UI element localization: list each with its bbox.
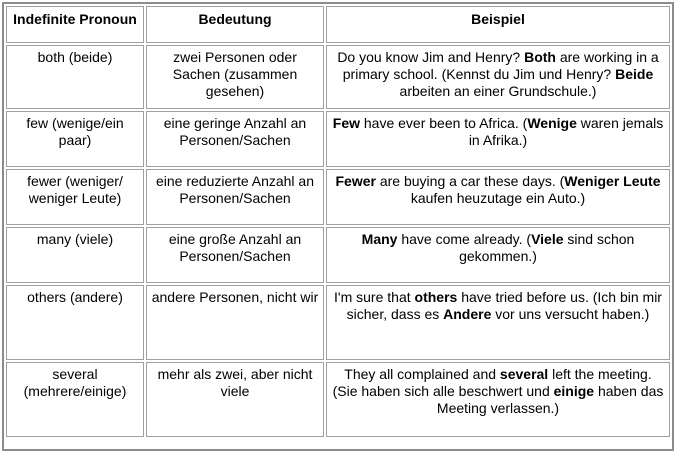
meaning-cell: eine geringe Anzahl an Personen/Sachen: [146, 111, 324, 167]
example-cell: Many have come already. (Viele sind schon gekommen.): [326, 227, 670, 283]
table-row: [6, 169, 670, 225]
table-row: [6, 285, 670, 360]
pronoun-cell: fewer (weniger/ weniger Leute): [6, 169, 144, 225]
header-meaning: Bedeutung: [146, 6, 324, 43]
meaning-cell: eine reduzierte Anzahl an Personen/Sachen: [146, 169, 324, 225]
header-example: Beispiel: [326, 6, 670, 43]
emphasized-pronoun: Viele: [531, 231, 564, 247]
example-cell: Fewer are buying a car these days. (Weniger Leute kaufen heuzutage ein Auto.): [326, 169, 670, 225]
meaning-cell: andere Personen, nicht wir: [146, 285, 324, 360]
emphasized-pronoun: Andere: [443, 306, 492, 322]
emphasized-pronoun: Many: [361, 231, 398, 247]
example-cell: Do you know Jim and Henry? Both are working in a primary school. (Kennst du Jim und Henry? Beide arbeiten an einer Grundschule.): [326, 45, 670, 109]
table-row: [6, 227, 670, 283]
table-row: [6, 362, 670, 437]
example-cell: They all complained and several left the meeting. (Sie haben sich alle beschwert und einige haben das Meeting verlassen.): [326, 362, 670, 437]
meaning-cell: eine große Anzahl an Personen/Sachen: [146, 227, 324, 283]
example-cell: Few have ever been to Africa. (Wenige waren jemals in Afrika.): [326, 111, 670, 167]
emphasized-pronoun: Beide: [615, 66, 654, 82]
pronoun-cell: both (beide): [6, 45, 144, 109]
emphasized-pronoun: Wenige: [527, 115, 577, 131]
emphasized-pronoun: Both: [524, 49, 556, 65]
emphasized-pronoun: others: [414, 289, 458, 305]
pronoun-table: [4, 4, 672, 439]
pronoun-cell: few (wenige/ein paar): [6, 111, 144, 167]
pronoun-cell: several (mehrere/einige): [6, 362, 144, 437]
header-row: [6, 6, 670, 43]
pronoun-cell: many (viele): [6, 227, 144, 283]
emphasized-pronoun: Fewer: [335, 173, 376, 189]
table-row: [6, 45, 670, 109]
example-cell: I'm sure that others have tried before us. (Ich bin mir sicher, dass es Andere vor uns versucht haben.): [326, 285, 670, 360]
pronoun-cell: others (andere): [6, 285, 144, 360]
meaning-cell: zwei Personen oder Sachen (zusammen gesehen): [146, 45, 324, 109]
meaning-cell: mehr als zwei, aber nicht viele: [146, 362, 324, 437]
emphasized-pronoun: Few: [332, 115, 360, 131]
emphasized-pronoun: einige: [553, 383, 595, 399]
emphasized-pronoun: Weniger Leute: [564, 173, 661, 189]
table-row: [6, 111, 670, 167]
header-pronoun: Indefinite Pronoun: [6, 6, 144, 43]
emphasized-pronoun: several: [499, 366, 549, 382]
pronoun-table-frame: [2, 2, 674, 451]
